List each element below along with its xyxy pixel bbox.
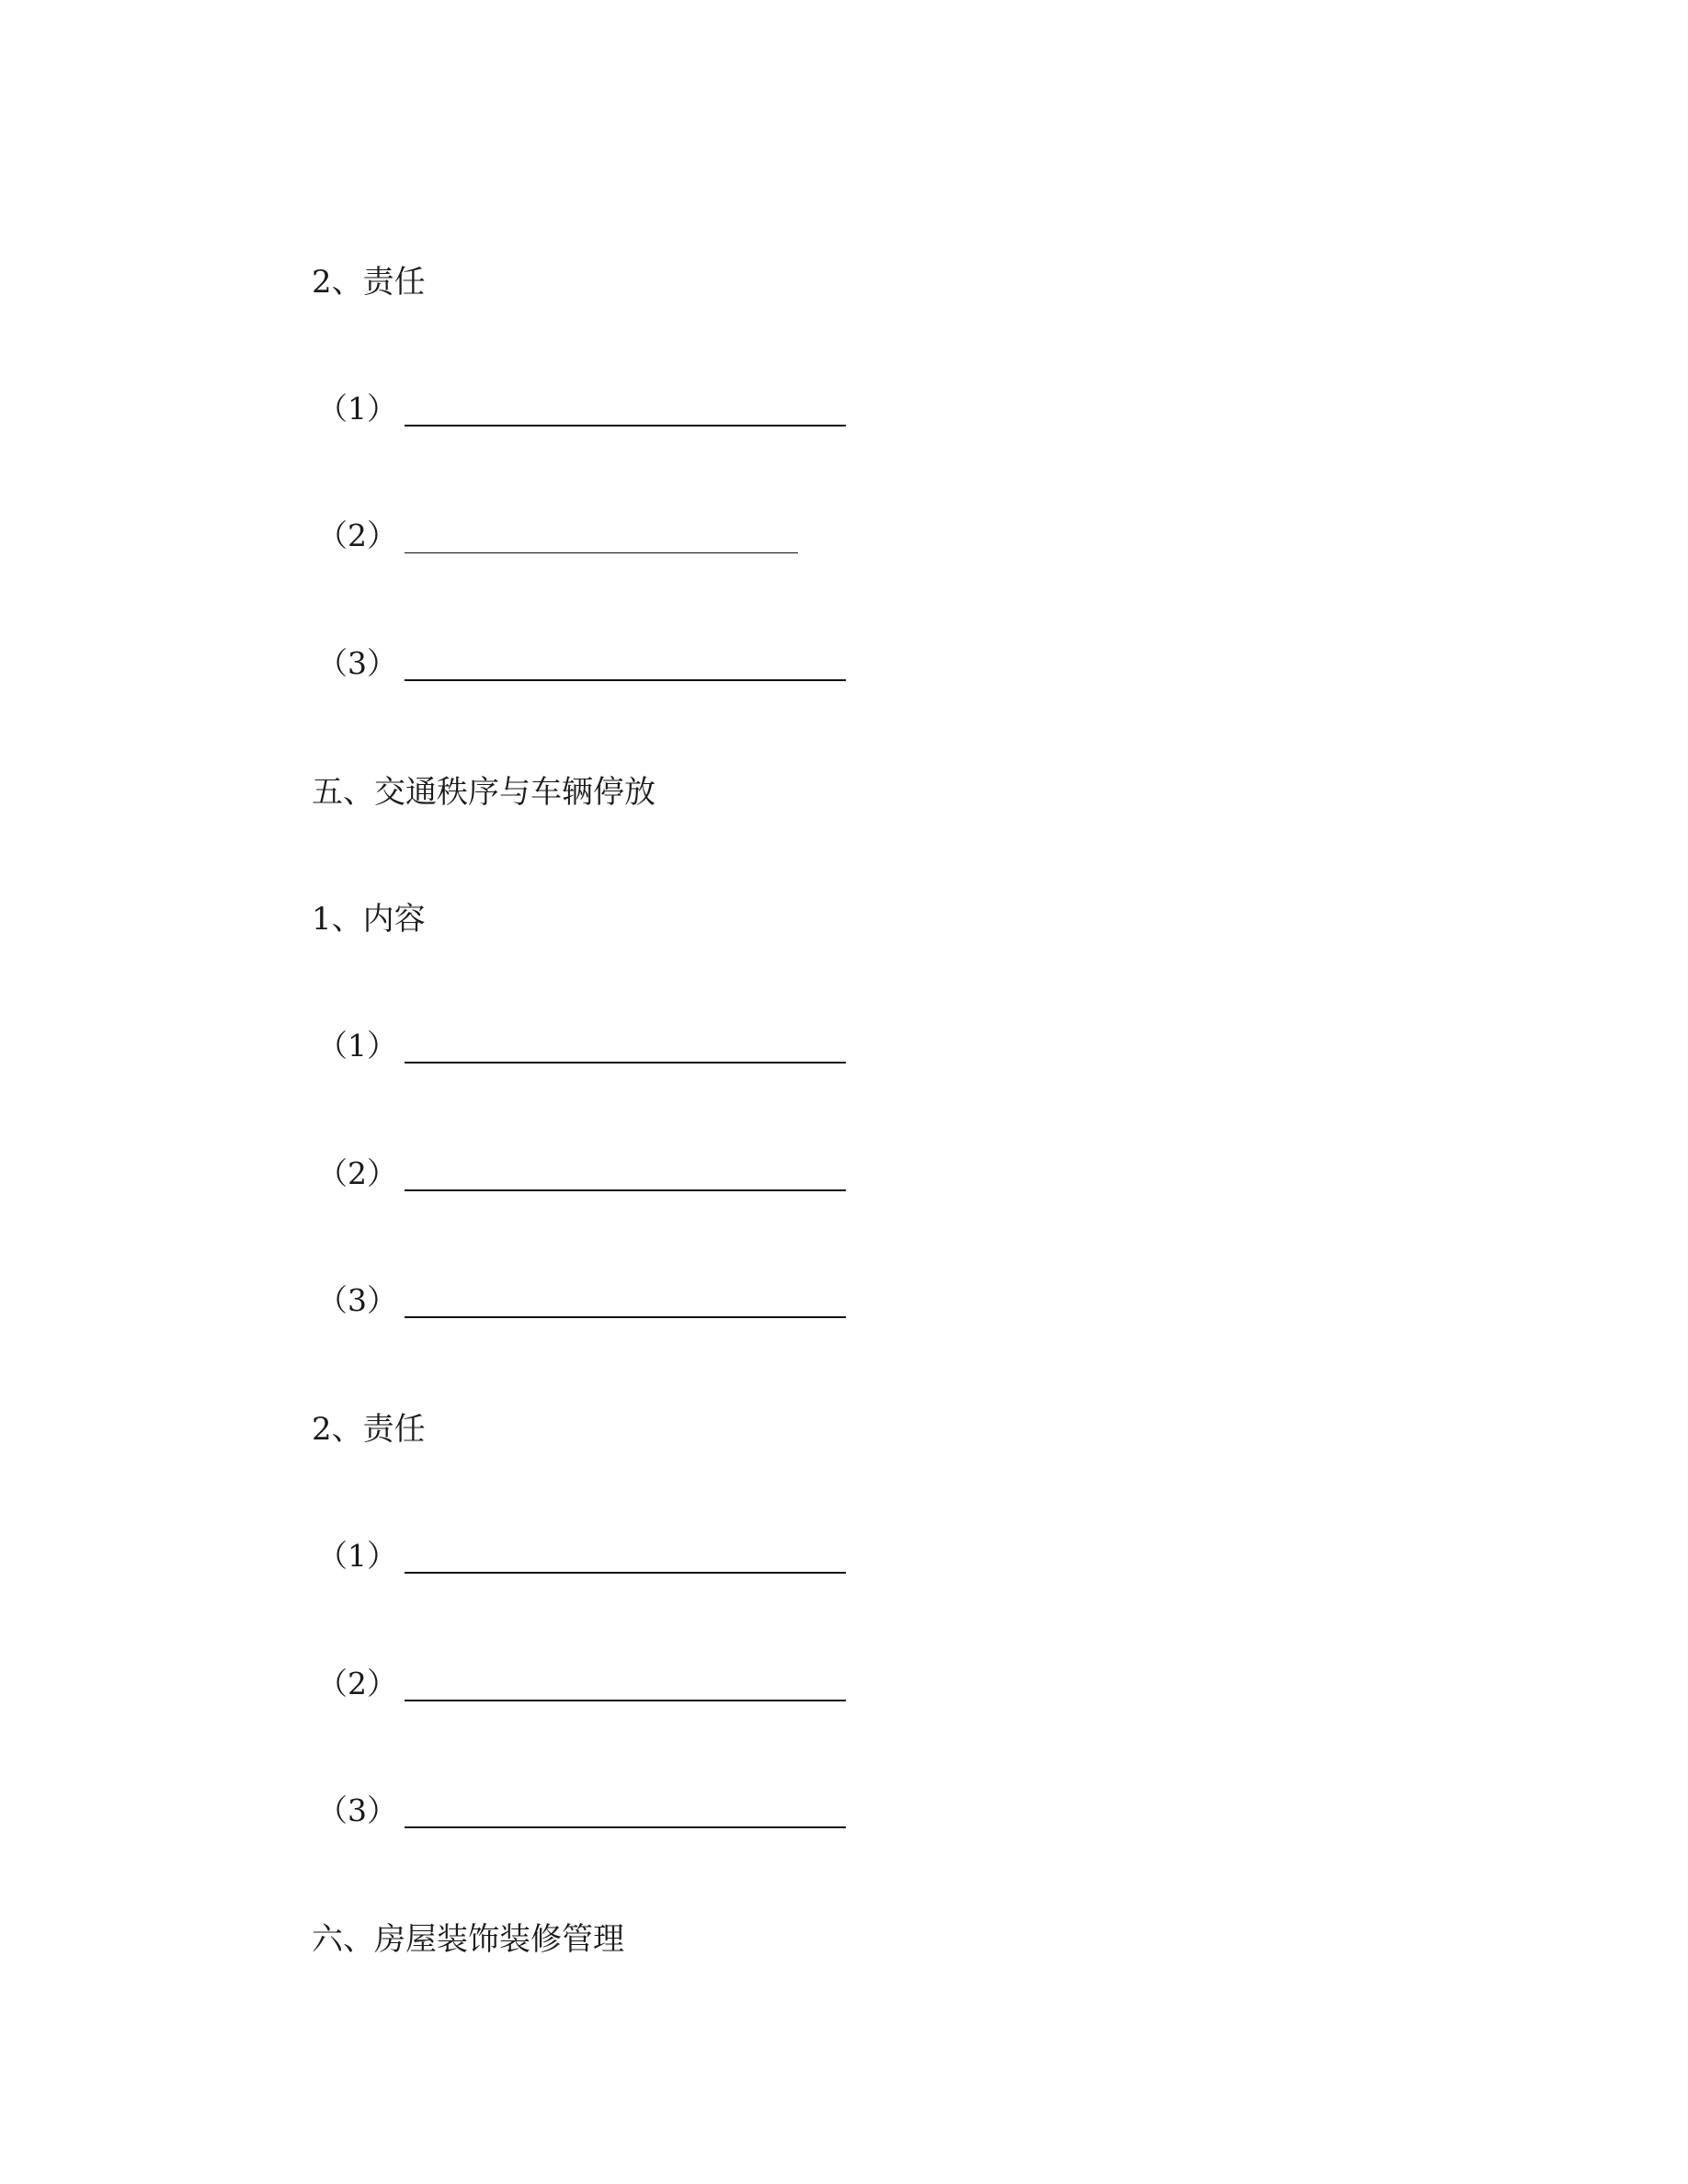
responsibility-1-item-2 bbox=[317, 518, 798, 554]
item-label: （2） bbox=[317, 518, 397, 553]
item-label: （2） bbox=[317, 1155, 397, 1191]
section-title-traffic-parking: 五、交通秩序与车辆停放 bbox=[312, 774, 656, 811]
item-label: （1） bbox=[317, 1028, 397, 1064]
item-label: （1） bbox=[317, 391, 397, 427]
section-title-renovation-management: 六、房屋装饰装修管理 bbox=[312, 1921, 624, 1958]
heading-responsibility-2: 2、责任 bbox=[312, 1411, 426, 1448]
content-item-1 bbox=[317, 1028, 846, 1064]
item-label: （3） bbox=[317, 1282, 397, 1318]
item-label: （2） bbox=[317, 1666, 397, 1701]
responsibility-1-item-3 bbox=[317, 645, 846, 682]
fill-in-blank-line[interactable] bbox=[405, 1189, 846, 1191]
responsibility-2-item-1 bbox=[317, 1538, 846, 1575]
item-label: （1） bbox=[317, 1538, 397, 1574]
responsibility-2-item-2 bbox=[317, 1666, 846, 1702]
fill-in-blank-line[interactable] bbox=[405, 425, 846, 427]
fill-in-blank-line[interactable] bbox=[405, 1062, 846, 1064]
fill-in-blank-line[interactable] bbox=[405, 1700, 846, 1701]
fill-in-blank-line[interactable] bbox=[405, 552, 798, 553]
item-label: （3） bbox=[317, 1792, 397, 1828]
fill-in-blank-line[interactable] bbox=[405, 1316, 846, 1318]
content-item-2 bbox=[317, 1155, 846, 1192]
item-label: （3） bbox=[317, 645, 397, 681]
fill-in-blank-line[interactable] bbox=[405, 679, 846, 681]
heading-content: 1、内容 bbox=[312, 901, 426, 938]
fill-in-blank-line[interactable] bbox=[405, 1826, 846, 1828]
responsibility-1-item-1 bbox=[317, 391, 846, 427]
responsibility-2-item-3 bbox=[317, 1792, 846, 1829]
heading-responsibility-1: 2、责任 bbox=[312, 264, 426, 301]
content-item-3 bbox=[317, 1282, 846, 1319]
fill-in-blank-line[interactable] bbox=[405, 1572, 846, 1574]
